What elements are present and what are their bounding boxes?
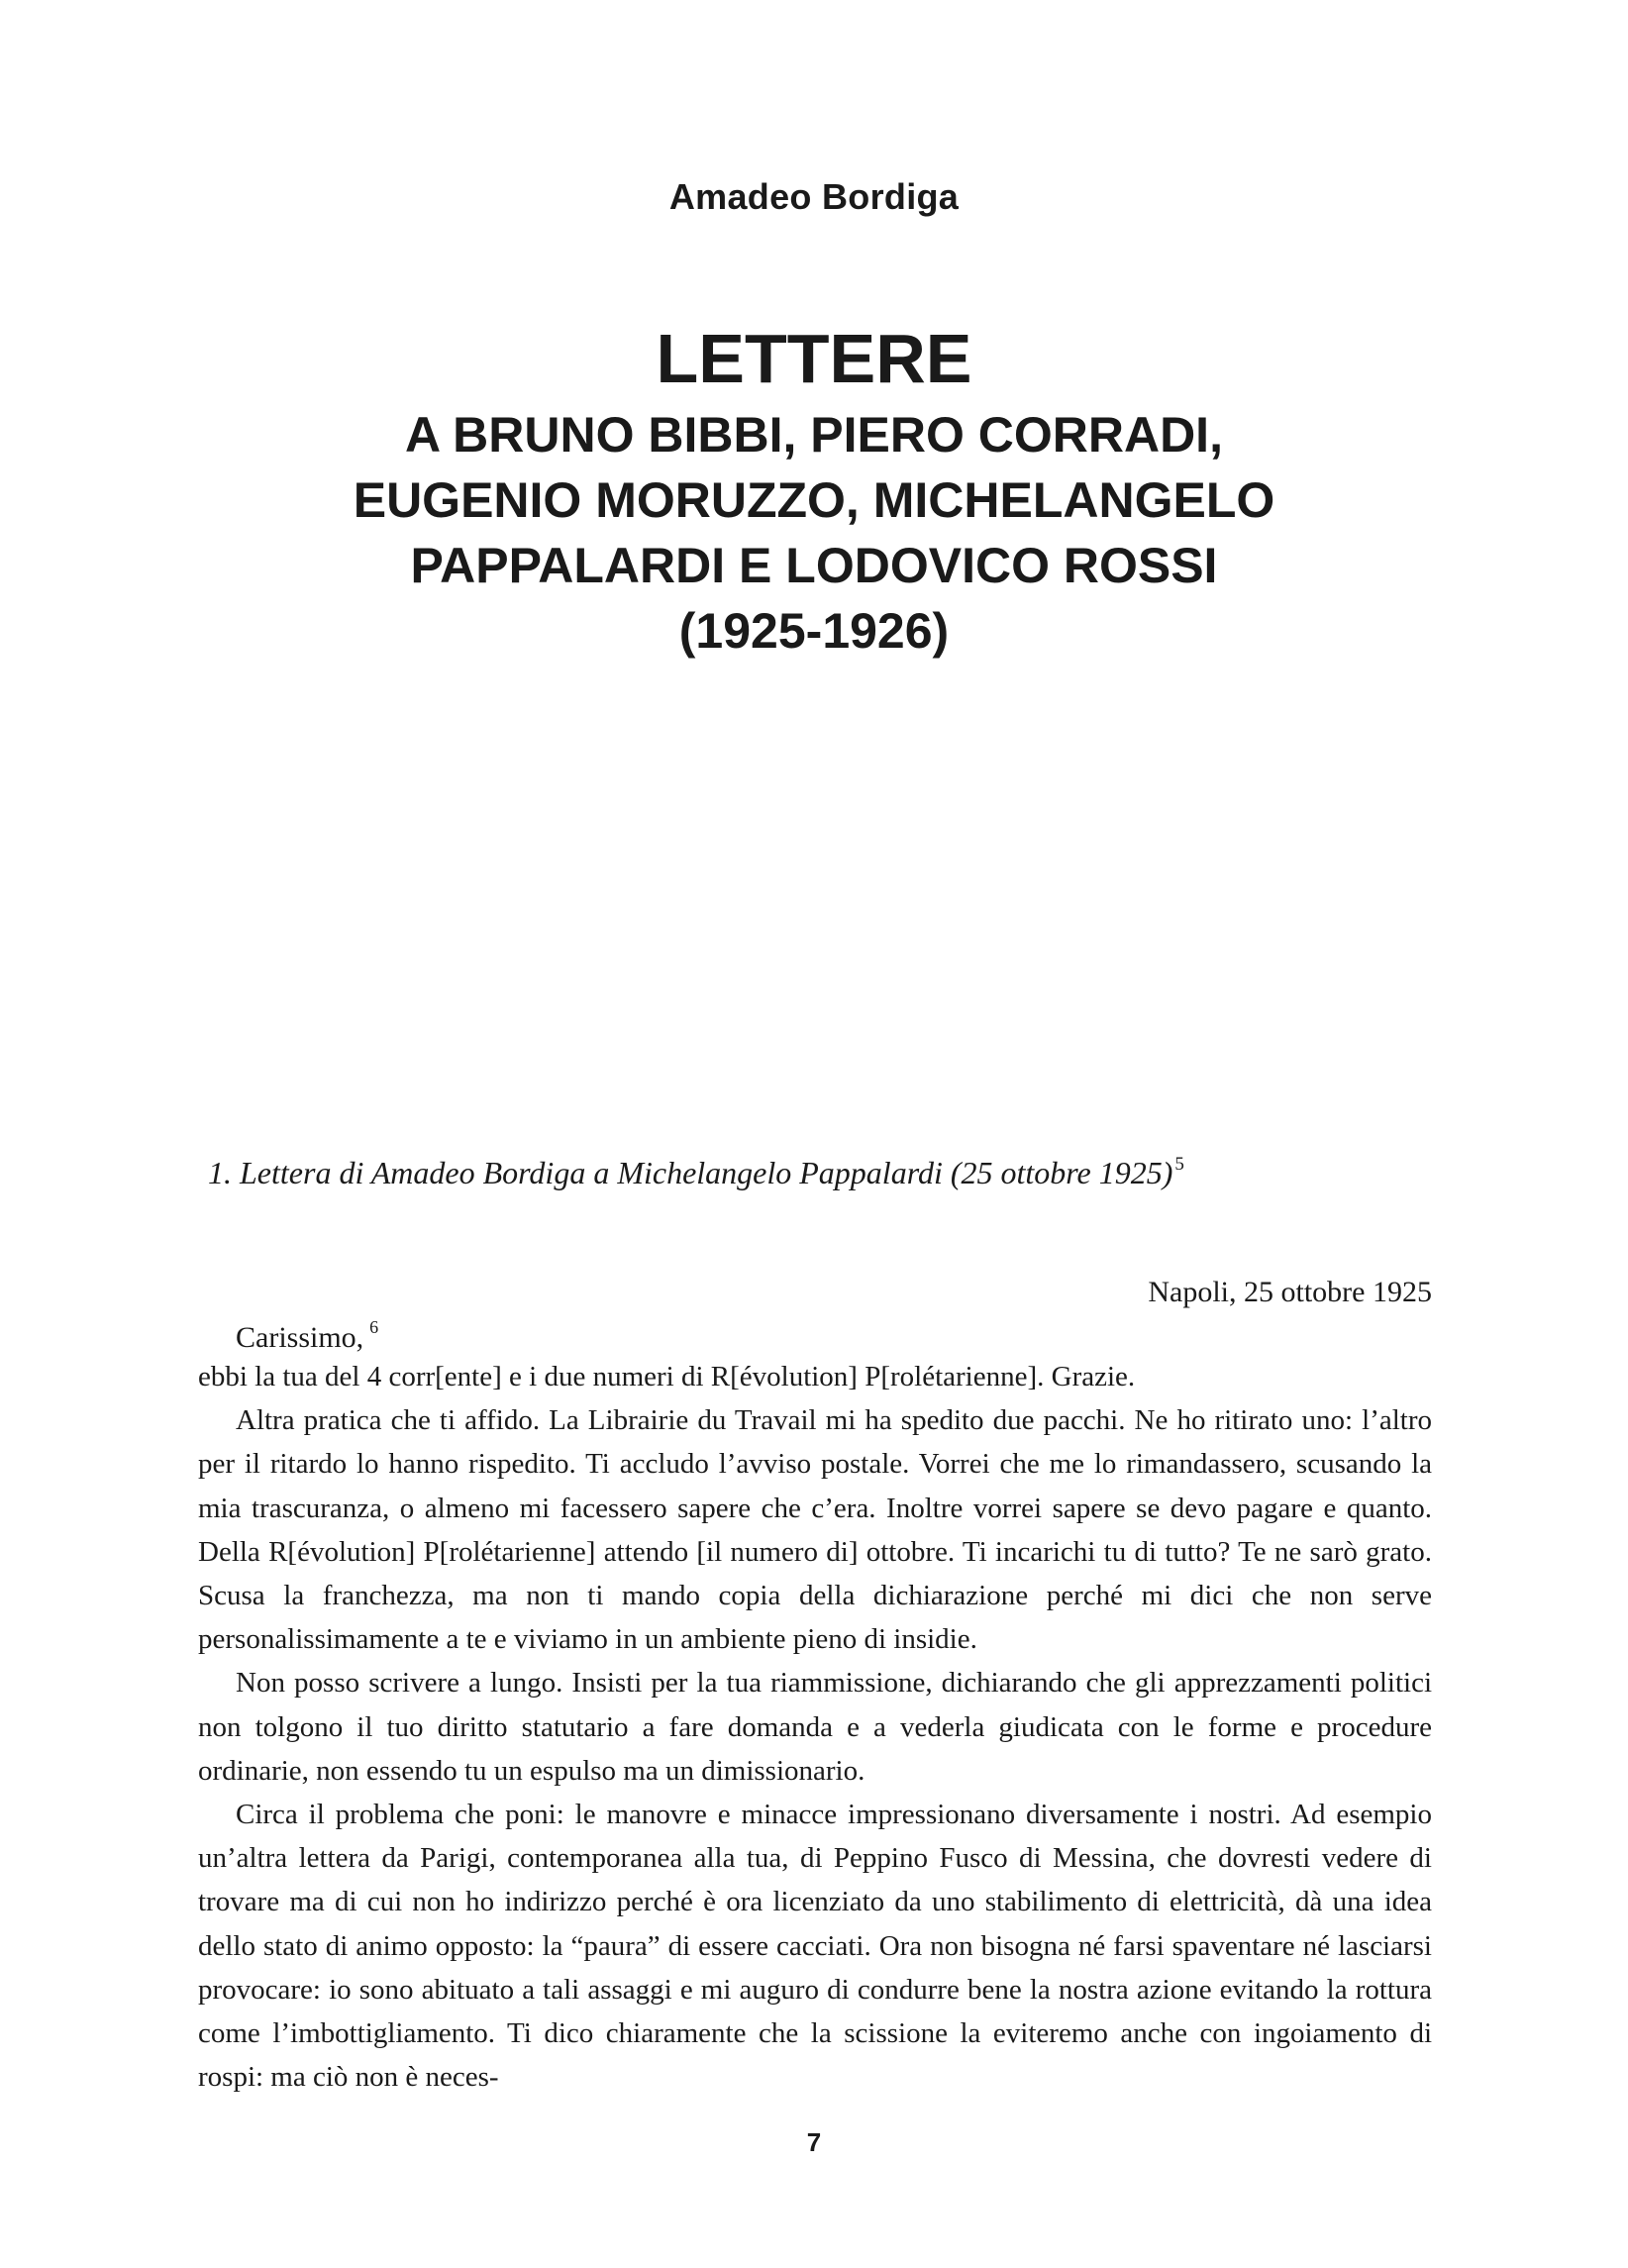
author-name: Amadeo Bordiga — [668, 176, 960, 217]
letter-body — [198, 1355, 1432, 2099]
letter-salutation — [236, 1317, 378, 1355]
title-line: PAPPALARDI E LODOVICO ROSSI — [410, 538, 1218, 593]
body-paragraph: Circa il problema che poni: le manovre e minacce impressionano diversamente i nostri. Ad esempio un’altra lettera da Parigi, contemporanea alla tua, di Peppino Fusco di Messina, che dovresti vedere di trovare ma di cui non ho indirizzo perché è ora licenziato da uno stabilimento di elettricità, dà una idea dello stato di animo opposto: la “paura” di essere cacciati. Ora non bisogna né farsi spaventare né lasciarsi provocare: io sono abituato a tali assaggi e mi auguro di condurre bene la nostra azione evitando la rottura come l’imbottigliamento. Ti dico chiaramente che la scissione la eviteremo anche con ingoiamento di rospi: ma ciò non è neces- — [198, 1799, 1432, 2094]
letter-date: Napoli, 25 ottobre 1925 — [1148, 1276, 1432, 1308]
footnote-ref: 6 — [369, 1317, 379, 1337]
body-paragraph: ebbi la tua del 4 corr[ente] e i due numeri di R[évolution] P[rolétarienne]. Grazie. — [198, 1361, 1136, 1392]
letter-heading-text: 1. Lettera di Amadeo Bordiga a Michelangelo Pappalardi (25 ottobre 1925) — [208, 1155, 1173, 1190]
title-line: EUGENIO MORUZZO, MICHELANGELO — [353, 472, 1275, 528]
footnote-ref: 5 — [1174, 1154, 1184, 1175]
letter-heading — [208, 1154, 1436, 1191]
body-paragraph: Altra pratica che ti affido. La Librairie du Travail mi ha spedito due pacchi. Ne ho ritirato uno: l’altro per il ritardo lo hanno rispedito. Ti accludo l’avviso postale. Vorrei che me lo rimandassero, scusando la mia trascuranza, o almeno mi facessero sapere che c’era. Inoltre vorrei sapere se devo pagare e quanto. Della R[évolution] P[rolétarienne] attendo [il numero di] ottobre. Ti incarichi tu di tutto? Te ne sarò grato. Scusa la franchezza, ma non ti mando copia della dichiarazione perché mi dici che non serve personalissimamente a te e viviamo in un ambiente pieno di insidie. — [198, 1404, 1432, 1656]
title-line: (1925-1926) — [678, 603, 950, 659]
title-line: A BRUNO BIBBI, PIERO CORRADI, — [405, 407, 1223, 463]
title-main: LETTERE — [656, 320, 972, 397]
body-paragraph: Non posso scrivere a lungo. Insisti per la tua riammissione, dichiarando che gli apprezzamenti politici non tolgono il tuo diritto statutario a fare domanda e a vederla giudicata con le forme e procedure ordinarie, non essendo tu un espulso ma un dimissionario. — [198, 1667, 1432, 1787]
document-title — [0, 317, 1628, 664]
salutation-text: Carissimo, — [236, 1321, 364, 1354]
page-number: 7 — [806, 2127, 822, 2157]
